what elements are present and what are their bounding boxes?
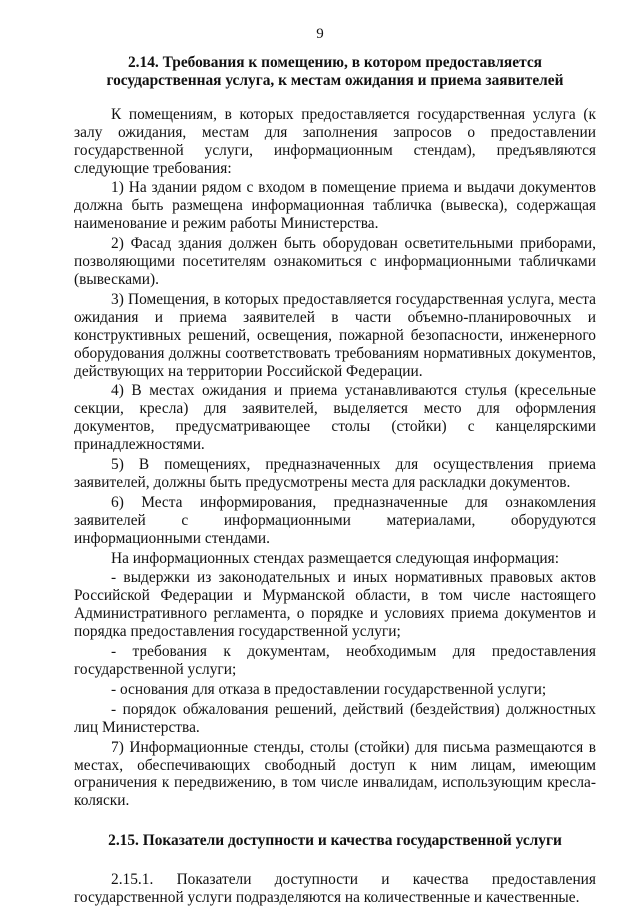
paragraph: 4) В местах ожидания и приема устанавливаются стулья (кресельные секции, кресла) для заявителей, выделяется место для оформления документов, предусматривающее столы (стойки) с канцелярскими принадлежностями. [74,382,596,454]
page-number: 9 [316,26,324,42]
list-item: - основания для отказа в предоставлении государственной услуги; [111,680,547,698]
paragraph: 3) Помещения, в которых предоставляется государственная услуга, места ожидания и приема заявителей в части объемно-планировочных и конструктивных решений, освещения, пожарной безопасности, инженерного оборудования должны соответствовать требованиям нормативных документов, действующих на территории Российской Федерации. [74,290,596,380]
list-item: - порядок обжалования решений, действий (бездействия) должностных лиц Министерства. [74,700,596,736]
paragraph: 2) Фасад здания должен быть оборудован осветительными приборами, позволяющими посетителям ознакомиться с информационными табличками (вывесками). [74,235,596,288]
section-heading-2-14: 2.14. Требования к помещению, в котором предоставляется государственная услуга, к местам ожидания и приема заявителей [106,54,564,89]
list-item: - выдержки из законодательных и иных нормативных правовых актов Российской Федерации и Мурманской области, в том числе настоящего Административного регламента, о порядке и условиях приема документов и порядка предоставления государственной услуги; [74,569,596,641]
paragraph: 1) На здании рядом с входом в помещение приема и выдачи документов должна быть размещена информационная табличка (вывеска), содержащая наименование и режим работы Министерства. [74,179,596,233]
page-content [74,54,596,907]
paragraph: К помещениям, в которых предоставляется государственная услуга (к залу ожидания, местам для заполнения запросов о предоставлении государственной услуги, информационным стендам), предъявляются следующие требования: [74,105,596,177]
list-item: - требования к документам, необходимым для предоставления государственной услуги; [74,643,596,678]
paragraph: 7) Информационные стенды, столы (стойки) для письма размещаются в местах, обеспечивающих свободный доступ к ним лицам, имеющим ограничения к передвижению, в том числе инвалидам, использующим кресла-коляски. [74,738,596,810]
section-heading-2-15: 2.15. Показатели доступности и качества государственной услуги [108,832,562,850]
paragraph: 6) Места информирования, предназначенные для ознакомления заявителей с информационными материалами, оборудуются информационными стендами. [74,493,596,547]
paragraph: На информационных стендах размещается следующая информация: [111,549,560,567]
paragraph: 2.15.1. Показатели доступности и качества предоставления государственной услуги подразделяются на количественные и качественные. [74,871,596,907]
paragraph: 5) В помещениях, предназначенных для осуществления приема заявителей, должны быть предусмотрены места для раскладки документов. [74,456,596,491]
